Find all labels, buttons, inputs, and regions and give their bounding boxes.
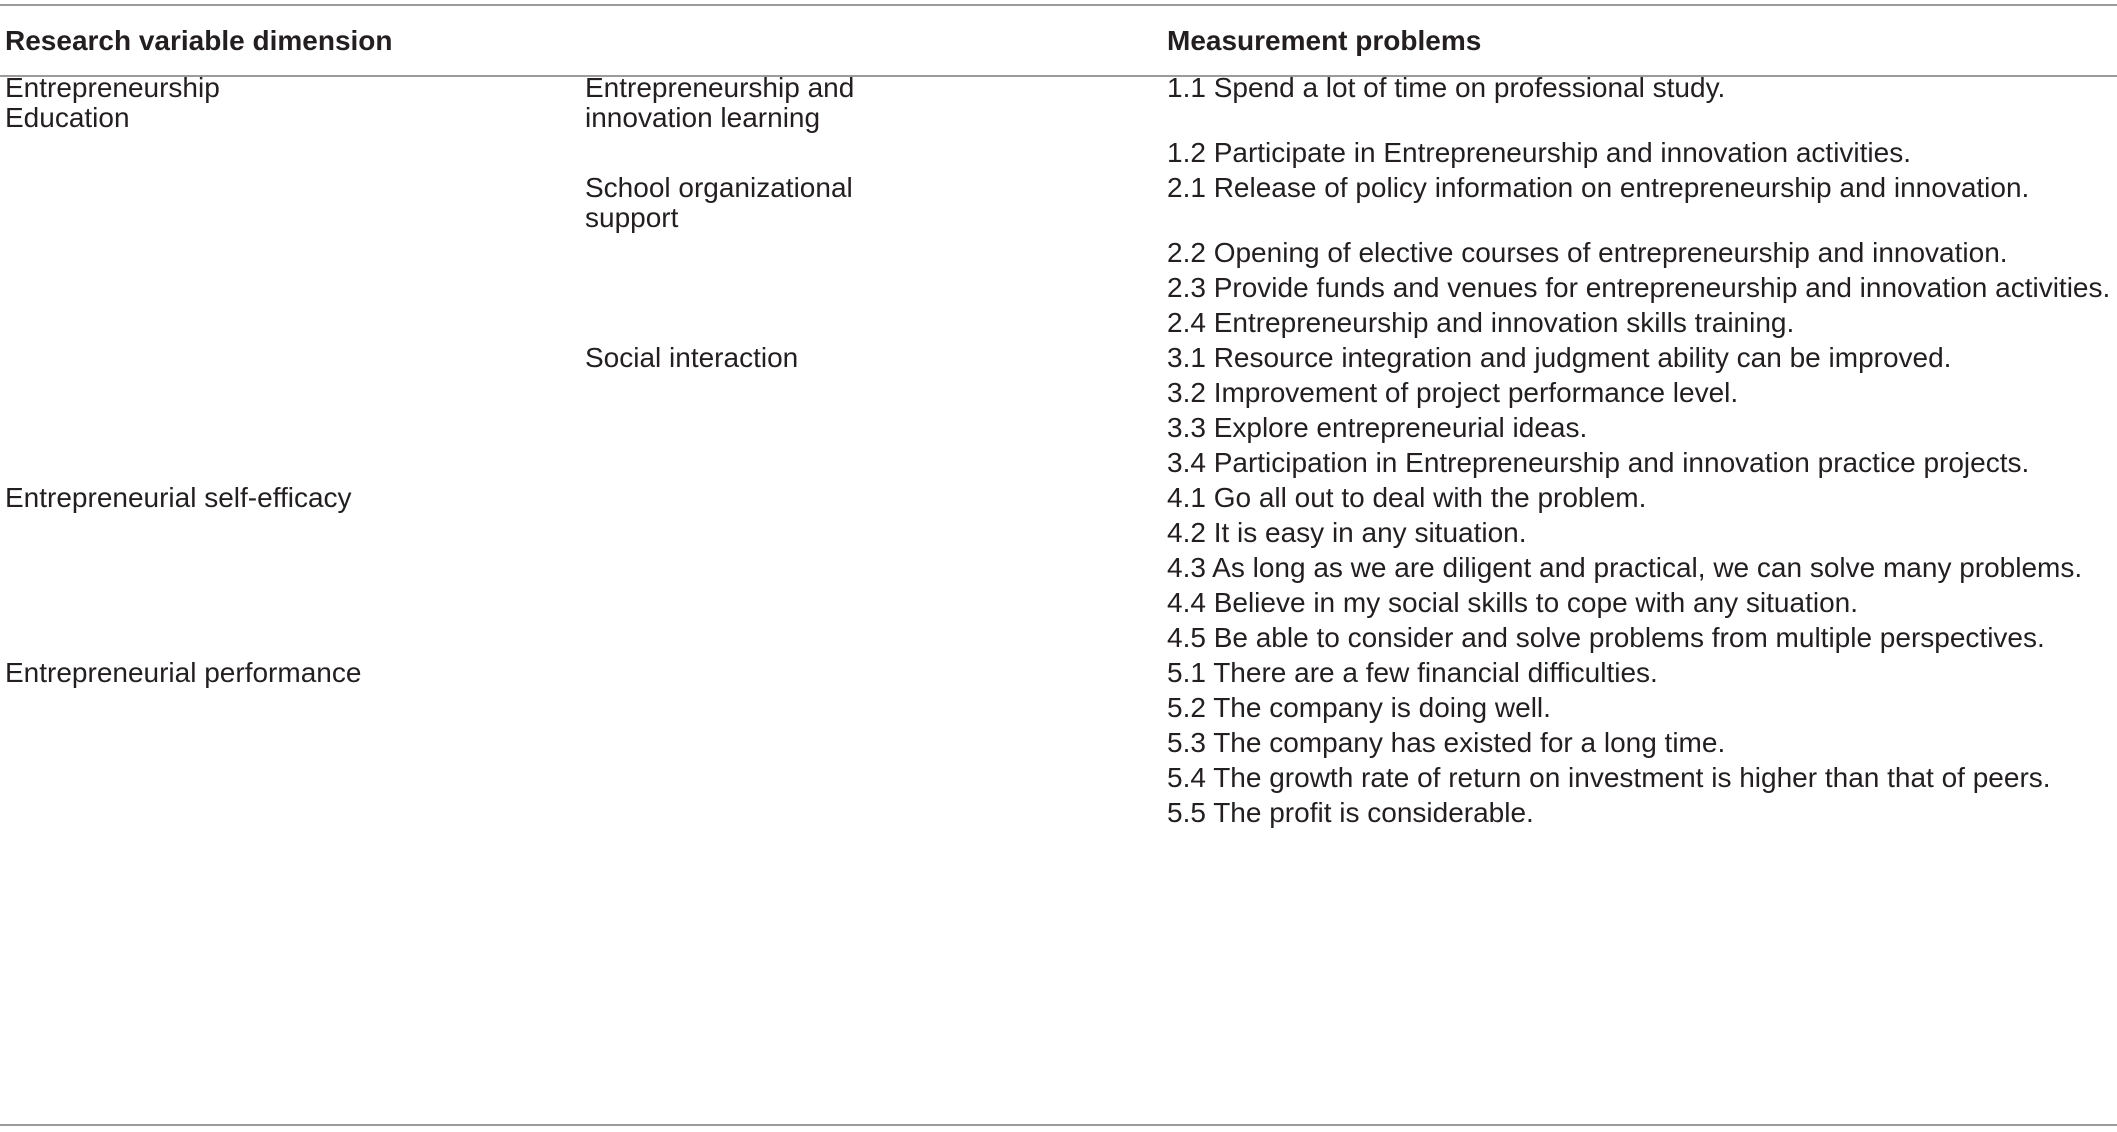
dimension-label: Entrepreneurial self-efficacy xyxy=(5,482,352,513)
measurement-item: 3.1 Resource integration and judgment ability can be improved. xyxy=(1167,342,1952,373)
measurement-item: 5.5 The profit is considerable. xyxy=(1167,797,1534,828)
measurement-item: 4.4 Believe in my social skills to cope with any situation. xyxy=(1167,587,1858,618)
subdimension-label: support xyxy=(585,202,679,233)
measurement-item: 4.2 It is easy in any situation. xyxy=(1167,517,1527,548)
subdimension-label: School organizational xyxy=(585,172,853,203)
header-research-variable-dimension: Research variable dimension xyxy=(5,25,393,56)
measurement-item: 5.3 The company has existed for a long time. xyxy=(1167,727,1726,758)
measurement-item: 5.1 There are a few financial difficulties. xyxy=(1167,657,1658,688)
subdimension-label: Entrepreneurship and xyxy=(585,72,855,103)
measurement-item: 3.4 Participation in Entrepreneurship and innovation practice projects. xyxy=(1167,447,2030,478)
dimension-label: Education xyxy=(5,102,130,133)
measurement-item: 4.5 Be able to consider and solve problems from multiple perspectives. xyxy=(1167,622,2045,653)
measurement-item: 2.2 Opening of elective courses of entrepreneurship and innovation. xyxy=(1167,237,2008,268)
measurement-item: 5.4 The growth rate of return on investment is higher than that of peers. xyxy=(1167,762,2051,793)
measurement-item: 2.3 Provide funds and venues for entrepreneurship and innovation activities. xyxy=(1167,272,2111,303)
measurement-item: 4.1 Go all out to deal with the problem. xyxy=(1167,482,1647,513)
table-header-rule xyxy=(0,75,2117,77)
measurement-item: 1.2 Participate in Entrepreneurship and innovation activities. xyxy=(1167,137,1911,168)
measurement-item: 2.1 Release of policy information on entrepreneurship and innovation. xyxy=(1167,172,2030,203)
measurement-item: 3.2 Improvement of project performance level. xyxy=(1167,377,1739,408)
measurement-item: 1.1 Spend a lot of time on professional study. xyxy=(1167,72,1726,103)
table-top-rule xyxy=(0,4,2117,6)
measurement-item: 4.3 As long as we are diligent and practical, we can solve many problems. xyxy=(1167,552,2083,583)
subdimension-label: innovation learning xyxy=(585,102,821,133)
measurement-item: 5.2 The company is doing well. xyxy=(1167,692,1551,723)
header-measurement-problems: Measurement problems xyxy=(1167,25,1482,56)
subdimension-label: Social interaction xyxy=(585,342,799,373)
table-bottom-rule xyxy=(0,1124,2117,1126)
dimension-label: Entrepreneurship xyxy=(5,72,220,103)
measurement-item: 3.3 Explore entrepreneurial ideas. xyxy=(1167,412,1588,443)
dimension-label: Entrepreneurial performance xyxy=(5,657,362,688)
measurement-item: 2.4 Entrepreneurship and innovation skills training. xyxy=(1167,307,1795,338)
